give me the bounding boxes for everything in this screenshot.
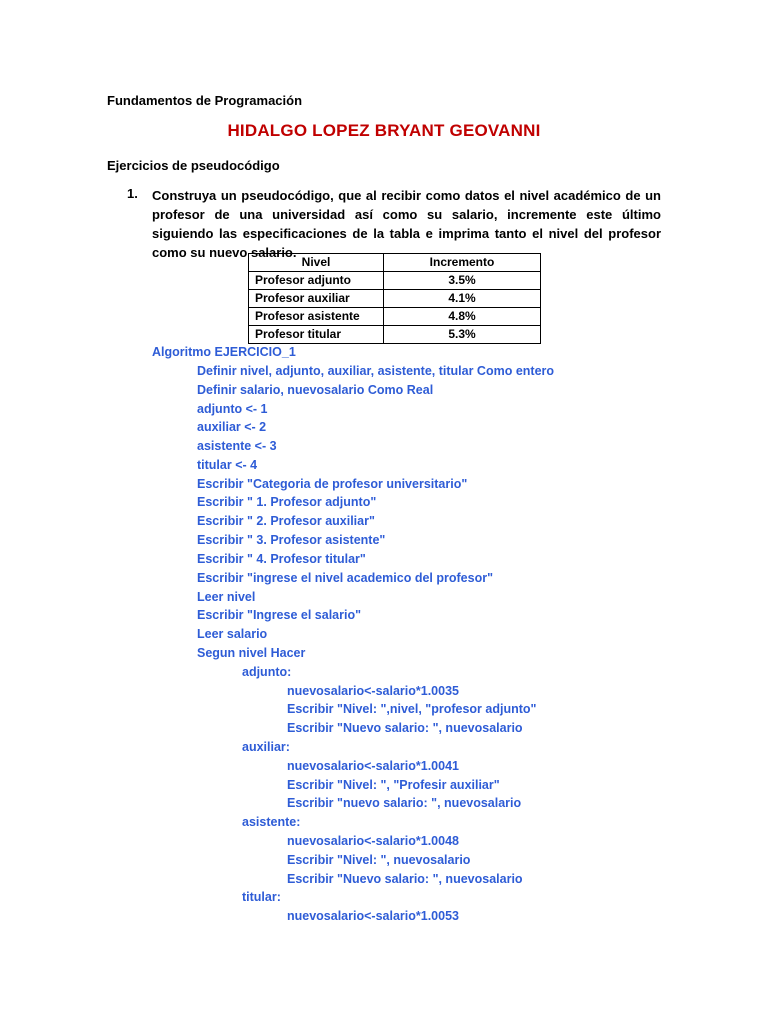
code-line: titular:	[242, 890, 281, 904]
table-header-row	[249, 254, 541, 272]
code-line: Escribir "ingrese el nivel academico del profesor"	[197, 571, 493, 585]
code-line: asistente <- 3	[197, 439, 277, 453]
table-row	[249, 290, 541, 308]
section-subtitle: Ejercicios de pseudocódigo	[107, 158, 280, 173]
table-header-nivel: Nivel	[249, 254, 384, 272]
exercise-number: 1.	[127, 186, 138, 201]
table-row	[249, 308, 541, 326]
table-cell-increment: 4.8%	[384, 308, 541, 326]
code-line: Escribir "Ingrese el salario"	[197, 608, 362, 622]
code-line: Escribir " 1. Profesor adjunto"	[197, 495, 377, 509]
table-cell-level: Profesor adjunto	[249, 272, 384, 290]
code-line: Definir nivel, adjunto, auxiliar, asistente, titular Como entero	[197, 364, 555, 378]
table-row	[249, 272, 541, 290]
code-line: asistente:	[242, 815, 301, 829]
table-header-incremento: Incremento	[384, 254, 541, 272]
table-cell-increment: 3.5%	[384, 272, 541, 290]
code-line: Escribir "Categoria de profesor universitario"	[197, 477, 468, 491]
code-line: auxiliar <- 2	[197, 420, 267, 434]
code-line: Algoritmo EJERCICIO_1	[152, 345, 296, 359]
code-line: nuevosalario<-salario*1.0053	[287, 909, 459, 923]
code-line: Escribir "Nuevo salario: ", nuevosalario	[287, 872, 523, 886]
code-line: adjunto:	[242, 665, 292, 679]
table-cell-increment: 5.3%	[384, 326, 541, 344]
table-cell-increment: 4.1%	[384, 290, 541, 308]
code-line: auxiliar:	[242, 740, 290, 754]
table-cell-level: Profesor titular	[249, 326, 384, 344]
exercise-statement: Construya un pseudocódigo, que al recibir como datos el nivel académico de un profesor de una universidad así como su salario, incremente este último siguiendo las especificaciones de la tabla e imprima tanto el nivel del profesor como su nuevo salario.	[152, 188, 661, 260]
code-line: Escribir " 2. Profesor auxiliar"	[197, 514, 375, 528]
student-name: HIDALGO LOPEZ BRYANT GEOVANNI	[227, 121, 541, 140]
code-line: Definir salario, nuevosalario Como Real	[197, 383, 434, 397]
code-line: Escribir " 4. Profesor titular"	[197, 552, 366, 566]
code-line: Leer salario	[197, 627, 268, 641]
code-line: Escribir "Nuevo salario: ", nuevosalario	[287, 721, 523, 735]
code-line: nuevosalario<-salario*1.0041	[287, 759, 459, 773]
code-line: adjunto <- 1	[197, 402, 268, 416]
code-line: titular <- 4	[197, 458, 258, 472]
code-line: nuevosalario<-salario*1.0048	[287, 834, 459, 848]
course-title: Fundamentos de Programación	[107, 93, 303, 108]
table-cell-level: Profesor asistente	[249, 308, 384, 326]
increment-table	[248, 253, 541, 344]
code-line: Escribir "nuevo salario: ", nuevosalario	[287, 796, 522, 810]
code-line: nuevosalario<-salario*1.0035	[287, 684, 459, 698]
code-line: Escribir "Nivel: ", "Profesir auxiliar"	[287, 778, 500, 792]
code-line: Escribir "Nivel: ",nivel, "profesor adjunto"	[287, 702, 537, 716]
table-cell-level: Profesor auxiliar	[249, 290, 384, 308]
code-line: Escribir "Nivel: ", nuevosalario	[287, 853, 471, 867]
code-line: Segun nivel Hacer	[197, 646, 306, 660]
code-line: Escribir " 3. Profesor asistente"	[197, 533, 386, 547]
table-row	[249, 326, 541, 344]
code-line: Leer nivel	[197, 590, 256, 604]
